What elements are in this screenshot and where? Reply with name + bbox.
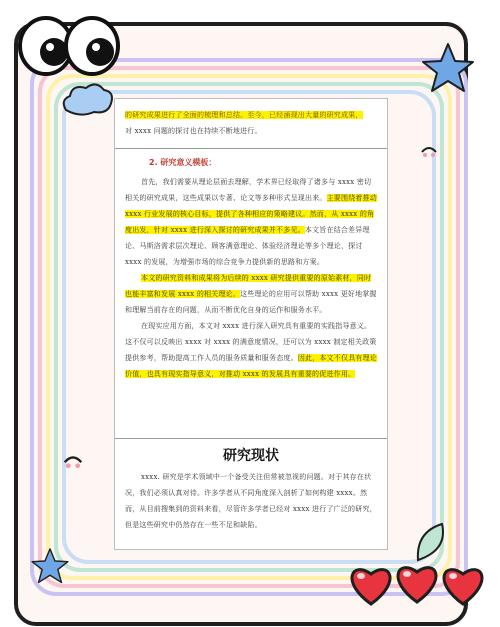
heart-icon	[392, 560, 442, 606]
paragraph-theory	[125, 174, 377, 270]
body-text: 首先，我们需要从理论层面去理解，学术界已经取得了诸多与 xxxx 密切相关的研究成果，这些成果以专著、论文等多种形式呈现出来。	[125, 178, 372, 202]
highlighted-text: 因此，本文不仅具有理论价值，也具有现实指导意义，对推动 xxxx 的发展具有重要的促进作用。	[125, 354, 378, 378]
face-doodle-icon	[60, 448, 86, 474]
leaf-icon	[412, 520, 452, 564]
body-text: 这些理论的应用可以帮助 xxxx 更好地掌握和理解当前存在的问题，从而不断优化自身的运作和服务水平。	[125, 290, 377, 314]
face-doodle-icon	[418, 140, 440, 162]
paragraph-practice	[125, 318, 377, 382]
document-page	[114, 98, 388, 550]
heart-icon	[438, 562, 488, 608]
highlighted-text: 本文的研究资料和成果将为后续的 xxxx 研究提供重要的原始素材，同时也能丰富和发展 xxxx 的相关理论。	[125, 274, 372, 298]
research-status-section	[115, 439, 387, 549]
top-text	[125, 107, 377, 139]
body-text: 对 xxxx 问题的探讨也在持续不断地进行。	[125, 127, 262, 135]
cloud-icon	[58, 78, 118, 118]
top-section	[115, 99, 387, 149]
star-icon	[420, 40, 476, 96]
heart-icon	[346, 562, 396, 608]
page-title: 研究现状	[223, 448, 279, 464]
section-heading: 2. 研究意义模板：	[149, 158, 217, 167]
star-icon	[30, 546, 70, 586]
highlighted-text: 然而，从 xxxx 的角度出发，针对 xxxx 进行深入探讨的研究成果并不多见。	[125, 210, 375, 234]
highlighted-text: 主要围绕着推动 xxxx 行业发展的核心目标，提供了各种相应的策略建议。	[125, 194, 378, 218]
cartoon-eyes-icon	[14, 10, 124, 80]
body-text: 在现实应用方面，本文对 xxxx 进行深入研究具有重要的实践指导意义。这不仅可以反映出 xxxx 对 xxxx 的满意度情况，还可以为 xxxx 制定相关政策提供参考，帮助提高工作人员的服务质量和服务态度。	[125, 322, 377, 362]
paragraph-status: xxxx. 研究是学术领域中一个备受关注但常被忽视的问题。对于其存在状况，我们必须认真对待。许多学者从不同角度深入剖析了如何构建 xxxx。然而，从目前搜集到的资料来看，尽管许多学者已经对 xxxx 进行了广泛的研究，但是这些研究中仍然存在一些不足和缺陷。	[125, 473, 377, 529]
paragraph-materials	[125, 270, 377, 318]
body-text: 本文旨在结合差异理论、马斯洛需求层次理论、顾客满意理论、体验经济理论等多个理论，探讨 xxxx 的发展，为增强市场的综合竞争力提供新的思路和方案。	[125, 226, 370, 266]
research-significance-section	[115, 149, 387, 439]
highlighted-text: 的研究成果进行了全面的梳理和总结。至今，已经涌现出大量的研究成果，	[125, 111, 363, 119]
